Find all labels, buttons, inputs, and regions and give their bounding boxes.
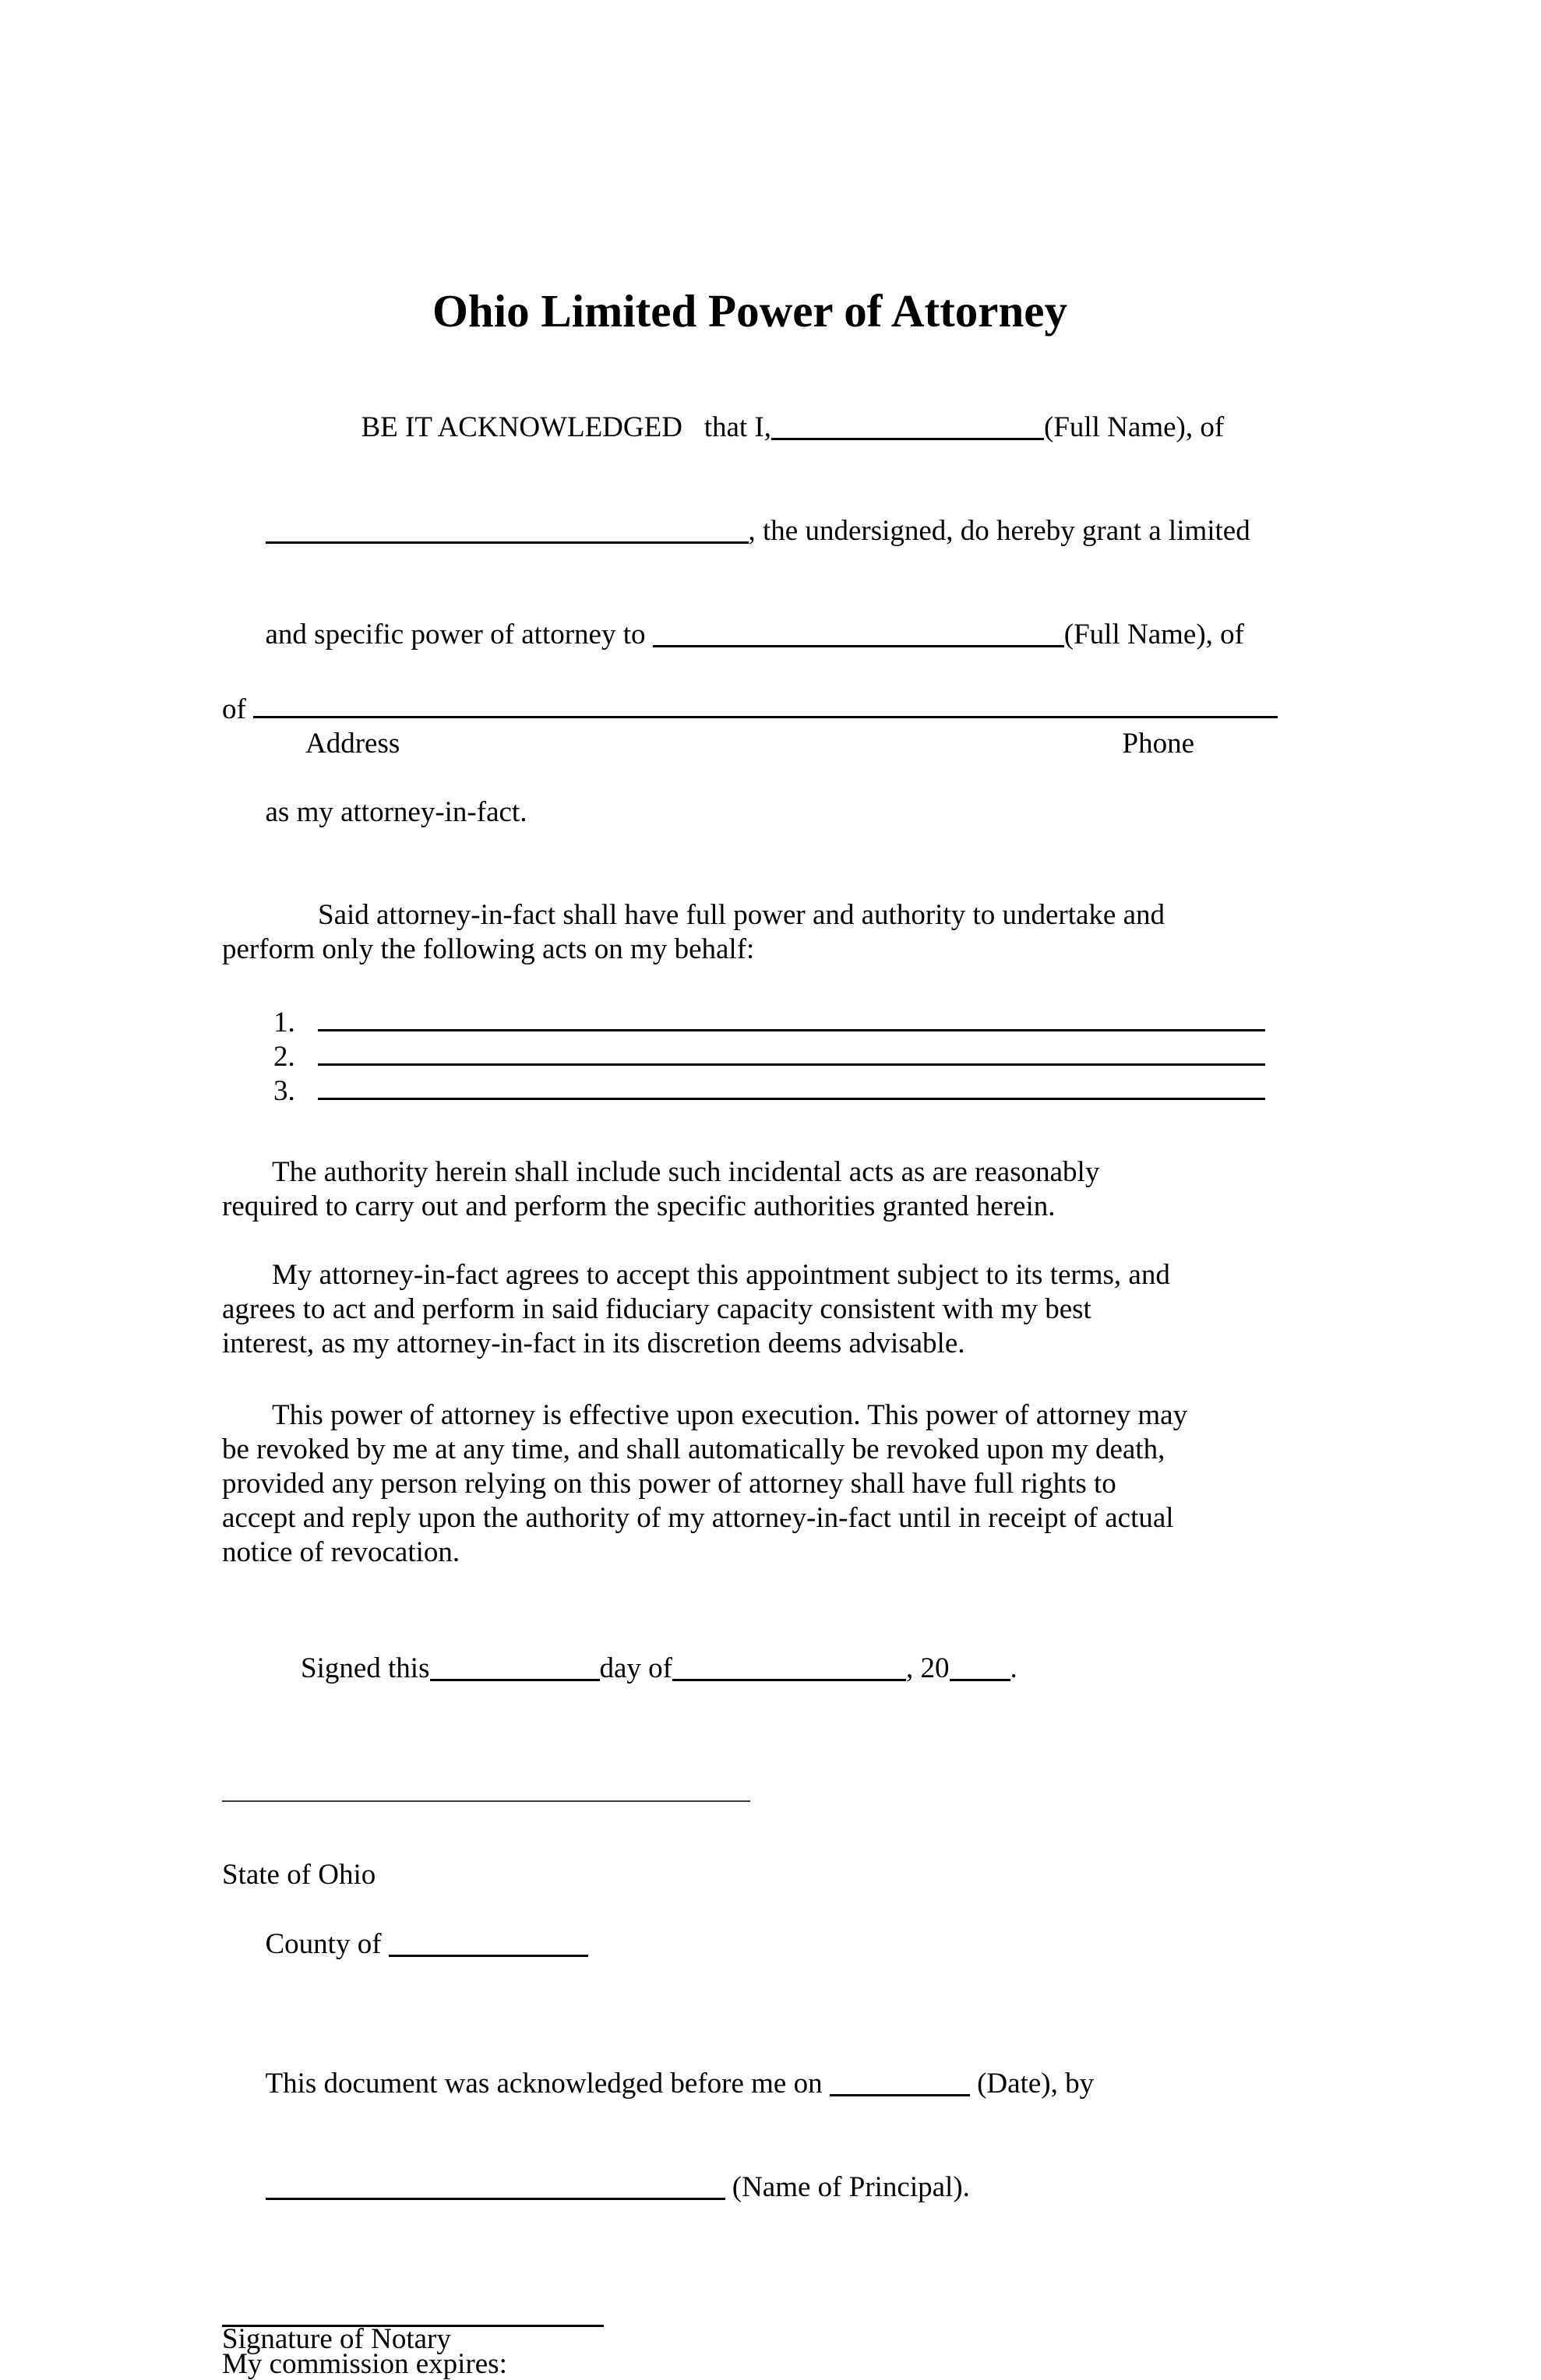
opening-line-1-text: BE IT ACKNOWLEDGED that I, (361, 411, 771, 443)
act-1-number: 1. (273, 1007, 295, 1038)
attorney-in-fact-text: as my attorney-in-fact. (265, 796, 527, 828)
act-row-2 (222, 1035, 1278, 1073)
acceptance-line-3: interest, as my attorney-in-fact in its discretion deems advisable. (222, 1328, 965, 1359)
act-row-3 (222, 1070, 1278, 1107)
opening-line-1-suffix: (Full Name), of (1044, 411, 1225, 443)
opening-paragraph (222, 376, 1278, 864)
acceptance-line-1: My attorney-in-fact agrees to accept this appointment subject to its terms, and (272, 1259, 1170, 1291)
agent-name-blank[interactable] (653, 617, 1064, 647)
opening-line-4 (222, 686, 1278, 727)
date-by-text: (Date), by (969, 2068, 1095, 2100)
address-phone-labels (222, 727, 1278, 761)
signed-year-blank[interactable] (950, 1651, 1010, 1681)
acknowledgment-paragraph (222, 2032, 1278, 2239)
venue-block (222, 1858, 1278, 1996)
authority-paragraph (222, 1155, 1278, 1224)
signed-month-blank[interactable] (672, 1651, 906, 1681)
year-prefix-text: , 20 (906, 1652, 950, 1684)
act-2-number: 2. (273, 1041, 295, 1073)
acknowledgment-line-1 (222, 2032, 1278, 2135)
opening-line-1 (222, 376, 1278, 479)
effectiveness-line-4: accept and reply upon the authority of my attorney-in-fact until in receipt of actual (222, 1502, 1174, 1534)
opening-line-3-text: and specific power of attorney to (265, 619, 653, 651)
opening-line-4-text: of (222, 693, 254, 725)
act-row-1 (222, 1001, 1278, 1038)
acceptance-line-2: agrees to act and perform in said fiduciary capacity consistent with my best (222, 1293, 1091, 1325)
powers-line-2: perform only the following acts on my behalf: (222, 933, 755, 965)
act-1-blank[interactable] (318, 1001, 1265, 1031)
acceptance-paragraph (222, 1258, 1278, 1361)
address-label: Address (305, 728, 400, 760)
effectiveness-line-1: This power of attorney is effective upon execution. This power of attorney may (272, 1399, 1188, 1431)
acknowledgment-date-blank[interactable] (830, 2066, 970, 2096)
powers-line-1: Said attorney-in-fact shall have full power and authority to undertake and (318, 899, 1165, 931)
name-of-principal-text: (Name of Principal). (725, 2171, 970, 2203)
act-2-blank[interactable] (318, 1035, 1265, 1066)
principal-address-blank[interactable] (266, 513, 749, 544)
period-text: . (1010, 1652, 1017, 1684)
powers-paragraph (222, 898, 1278, 967)
state-line: State of Ohio (222, 1859, 376, 1891)
day-of-text: day of (599, 1652, 672, 1684)
commission-expires-label: My commission expires: (222, 2348, 507, 2380)
opening-line-2-text: , the undersigned, do hereby grant a limited (748, 515, 1250, 547)
authority-line-1: The authority herein shall include such incidental acts as are reasonably (272, 1156, 1100, 1188)
acknowledged-text: This document was acknowledged before me on (265, 2068, 830, 2100)
opening-line-2 (222, 479, 1278, 583)
acknowledgment-principal-name-blank[interactable] (266, 2170, 725, 2200)
county-blank[interactable] (389, 1927, 588, 1957)
act-3-number: 3. (273, 1075, 295, 1107)
opening-line-6 (222, 761, 1278, 864)
principal-name-blank[interactable] (771, 410, 1044, 440)
opening-line-3-suffix: (Full Name), of (1063, 619, 1244, 651)
act-3-blank[interactable] (318, 1070, 1265, 1100)
authority-line-2: required to carry out and perform the specific authorities granted herein. (222, 1190, 1056, 1222)
acts-list (222, 1001, 1278, 1107)
document-title: Ohio Limited Power of Attorney (432, 285, 1067, 337)
principal-signature-line[interactable] (222, 1800, 750, 1802)
signature-of-notary-label: Signature of Notary (222, 2323, 451, 2355)
signed-date-line (222, 1617, 1278, 1720)
opening-line-3 (222, 583, 1278, 686)
agent-address-phone-blank[interactable] (253, 686, 1278, 718)
acknowledgment-line-2 (222, 2135, 1278, 2239)
effectiveness-line-2: be revoked by me at any time, and shall automatically be revoked upon my death, (222, 1433, 1165, 1465)
county-line (222, 1892, 1278, 1996)
county-of-text: County of (265, 1928, 389, 1960)
effectiveness-line-5: notice of revocation. (222, 1536, 460, 1568)
effectiveness-paragraph (222, 1398, 1278, 1570)
signed-this-text: Signed this (301, 1652, 430, 1684)
effectiveness-line-3: provided any person relying on this power of attorney shall have full rights to (222, 1468, 1116, 1500)
signed-day-blank[interactable] (430, 1651, 600, 1681)
phone-label: Phone (1122, 728, 1194, 760)
